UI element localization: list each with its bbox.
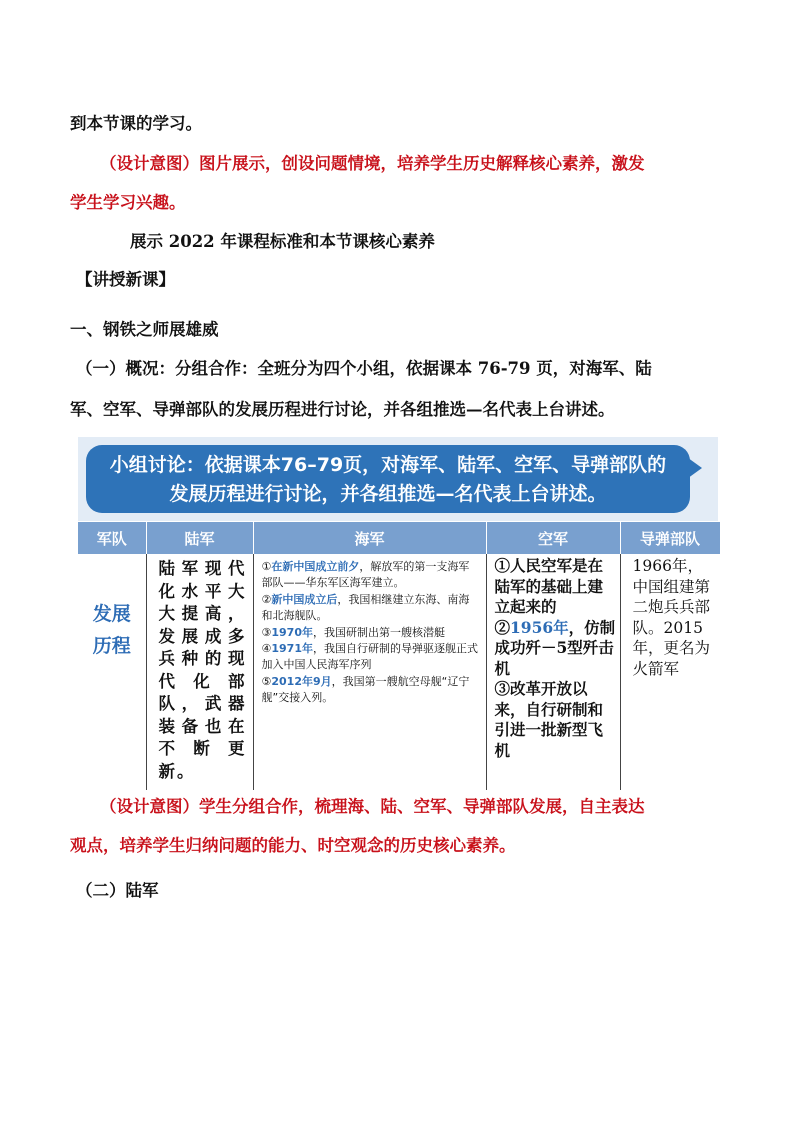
design-intent-2-line1: （设计意图）学生分组合作，梳理海、陆、空军、导弹部队发展，自主表达 [100,797,645,816]
discussion-banner [78,433,726,523]
navy-item [262,641,480,674]
military-table [78,522,721,790]
heading-2: （二）陆军 [76,881,159,900]
air-item-number: ③ [494,679,511,698]
navy-item-highlight: 1971年 [271,642,313,656]
banner-line1: 小组讨论：依据课本76–79页，对海军、陆军、空军、导弹部队的 [109,454,667,476]
design-intent-2-line2: 观点，培养学生归纳问题的能力、时空观念的历史核心素养。 [70,836,516,855]
air-item-text: 人民空军是在陆军的基础上建立起来的 [494,556,604,616]
navy-item-number: ④ [261,642,272,656]
row-head-cell [78,554,146,790]
heading-1: 一、钢铁之师展雄威 [70,320,219,339]
show-standard: 展示 2022 年课程标准和本节课核心素养 [130,232,435,251]
air-item-number: ① [494,556,511,575]
air-item [495,618,616,680]
navy-item [262,625,480,641]
navy-item-text: ，我国研制出第一艘核潜艇 [313,625,445,639]
air-item-number: ② [494,617,511,637]
navy-item-number: ③ [261,625,272,639]
navy-item-text: ，解放军的第一支海军部队——华东军区海军建立。 [261,560,470,590]
air-item-text: ，仿制成功歼－5型歼击机 [494,617,616,678]
navy-item [262,559,480,592]
header-air: 空军 [486,522,620,554]
table-header-row [78,522,720,554]
air-item-highlight: 1956年 [510,617,569,637]
missile-cell [620,554,720,790]
air-item [495,556,616,618]
navy-item-number: ② [261,592,272,606]
air-item-text: 改革开放以来，自行研制和引进一批新型飞机 [494,679,604,760]
table-row [78,554,720,790]
section-new-lesson: 【讲授新课】 [76,270,175,289]
navy-item-text: ，我国自行研制的导弹驱逐舰正式加入中国人民海军序列 [261,642,478,672]
design-intent-1-line1: （设计意图）图片展示，创设问题情境，培养学生历史解释核心素养，激发 [100,154,645,173]
header-land: 陆军 [146,522,253,554]
navy-item-highlight: 2012年9月 [271,674,332,688]
navy-item [262,674,480,707]
overview-line2: 军、空军、导弹部队的发展历程进行讨论，并各组推选—名代表上台讲述。 [70,400,615,419]
air-item [495,679,616,761]
missile-text: 1966年，中国组建第二炮兵兵部队。2015年，更名为火箭军 [632,557,711,678]
sea-cell [253,554,486,790]
navy-item-highlight: 新中国成立后 [271,592,338,606]
banner-line2: 发展历程进行讨论，并各组推选—名代表上台讲述。 [169,483,607,505]
land-text: 陆军现代化水平大大提高，发展成多兵种的现代化部队，武器装备也在不断更新。 [158,559,247,781]
header-navy: 海军 [253,522,486,554]
navy-item-highlight: 在新中国成立前夕 [271,560,360,573]
navy-item-number: ① [261,560,272,573]
navy-item [262,592,480,625]
intro-line: 到本节课的学习。 [70,114,202,133]
navy-item-text: ，我国相继建立东海、南海和北海舰队。 [261,592,470,623]
row-head-line2: 历程 [92,635,131,657]
air-cell [486,554,620,790]
header-missile: 导弹部队 [620,522,720,554]
navy-item-text: ，我国第一艘航空母舰“辽宁舰”交接入列。 [261,674,470,705]
design-intent-1-line2: 学生学习兴趣。 [70,193,186,212]
row-head-line1: 发展 [92,603,131,625]
navy-item-highlight: 1970年 [271,625,313,639]
land-cell [146,554,253,790]
header-army: 军队 [78,522,146,554]
overview-line1: （一）概况：分组合作：全班分为四个小组，依据课本 76-79 页，对海军、陆 [76,359,652,378]
navy-item-number: ⑤ [261,674,272,688]
